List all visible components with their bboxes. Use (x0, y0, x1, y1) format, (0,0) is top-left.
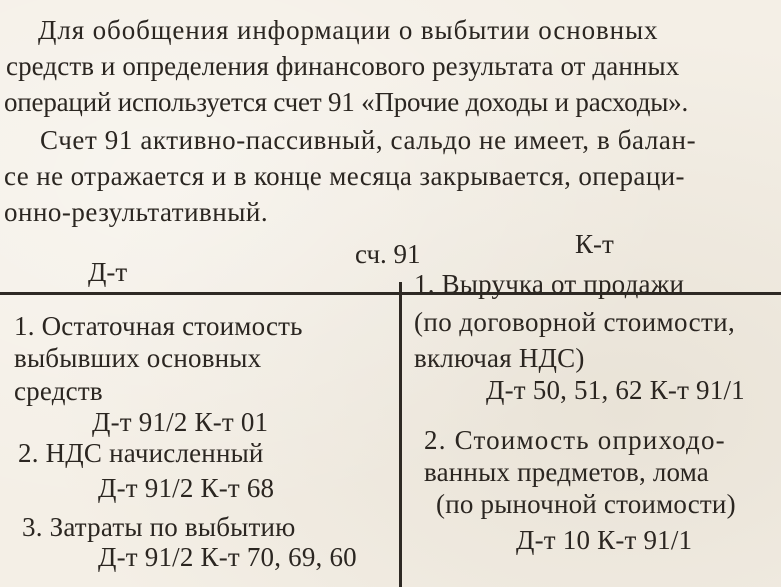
credit-line-6: (по рыночной стоимости) (436, 489, 736, 519)
debit-line-5: 3. Затраты по выбытию (22, 512, 296, 542)
paragraph-2-line-1: Счет 91 активно-пассивный, сальдо не имеет, в балан- (40, 125, 697, 155)
paragraph-1-line-3: операций используется счет 91 «Прочие доходы и расходы». (4, 87, 689, 117)
debit-entry-3: Д-т 91/2 К-т 70, 69, 60 (98, 542, 357, 572)
ledger-credit-header: К-т (575, 229, 614, 259)
credit-line-5: ванных предметов, лома (424, 457, 709, 487)
credit-line-1: 1. Выручка от продажи (414, 269, 685, 299)
debit-line-1: 1. Остаточная стоимость (14, 311, 303, 341)
debit-entry-2: Д-т 91/2 К-т 68 (98, 473, 275, 503)
debit-line-3: средств (14, 376, 103, 406)
credit-entry-1: Д-т 50, 51, 62 К-т 91/1 (486, 375, 745, 405)
debit-line-2: выбывших основных (14, 343, 262, 373)
paragraph-2-line-2: се не отражается и в конце месяца закрывается, операци- (4, 161, 685, 191)
credit-line-4: 2. Стоимость оприходо- (424, 425, 726, 455)
credit-entry-2: Д-т 10 К-т 91/1 (516, 525, 693, 555)
paragraph-1-line-2: средств и определения финансового результата от данных (6, 51, 680, 81)
ledger-debit-header: Д-т (88, 257, 128, 287)
credit-line-3: включая НДС) (414, 343, 585, 373)
debit-entry-1: Д-т 91/2 К-т 01 (92, 407, 269, 437)
credit-line-2: (по договорной стоимости, (414, 307, 736, 337)
paragraph-2-line-3: онно-результативный. (4, 197, 269, 227)
ledger-vertical-rule (399, 282, 402, 587)
debit-line-4: 2. НДС начисленный (18, 438, 264, 468)
ledger-account-header: сч. 91 (355, 239, 421, 269)
paragraph-1-line-1: Для обобщения информации о выбытии основных (38, 15, 659, 45)
